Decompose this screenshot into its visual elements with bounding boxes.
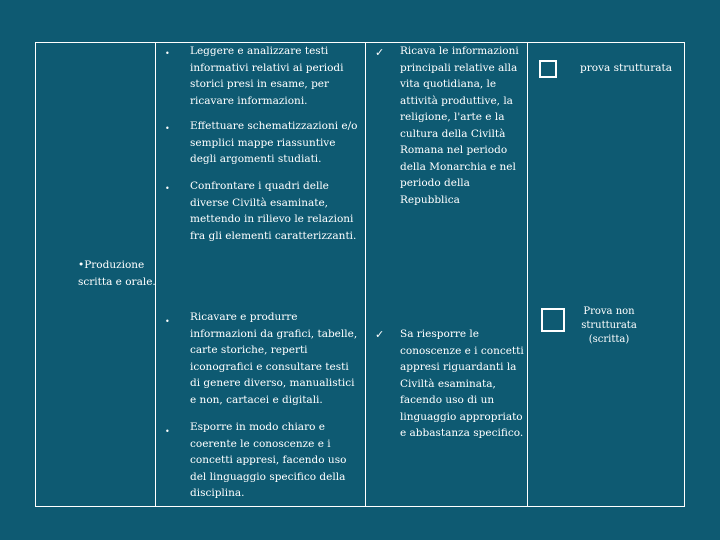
bullet: • [165, 427, 170, 436]
bullet: • [165, 184, 170, 193]
objective-5: Esporre in modo chiaro e coerente le conoscenze e i concetti appresi, facendo uso del linguaggio specifico della disciplina. [190, 421, 347, 499]
objective-3: Confrontare i quadri delle diverse Civiltà esaminate, mettendo in rilievo le relazioni fra gli elementi caratterizzanti. [190, 180, 357, 242]
objective-4: Ricavare e produrre informazioni da grafici, tabelle, carte storiche, reperti iconografici e consultare testi di genere diverso, manualistici e non, cartacei e digitali. [190, 311, 358, 406]
checkbox-icon [539, 60, 557, 78]
section-label: •Produzione scritta e orale. [78, 259, 156, 288]
bullet: • [165, 317, 170, 326]
checkbox-icon [541, 308, 565, 332]
bullet: • [165, 124, 170, 133]
column-divider-3 [527, 42, 528, 507]
check-icon: ✓ [375, 46, 385, 59]
competence-2: Sa riesporre le conoscenze e i concetti appresi riguardanti la Civiltà esaminata, facendo uso di un linguaggio appropriato e abbastanza specifico. [400, 328, 524, 439]
objective-2: Effettuare schematizzazioni e/o semplici mappe riassuntive degli argomenti studiati. [190, 120, 358, 165]
check-icon: ✓ [375, 328, 385, 341]
assessment-1: prova strutturata [580, 62, 672, 74]
bullet: • [165, 49, 170, 58]
assessment-2: Prova non strutturata (scritta) [581, 306, 637, 345]
objective-1: Leggere e analizzare testi informativi relativi ai periodi storici presi in esame, per ricavare informazioni. [190, 45, 344, 107]
competence-1: Ricava le informazioni principali relative alla vita quotidiana, le attività produttive, la religione, l'arte e la cultura della Civiltà Romana nel periodo della Monarchia e nel periodo della Repubblica [400, 45, 519, 206]
column-divider-2 [365, 42, 366, 507]
